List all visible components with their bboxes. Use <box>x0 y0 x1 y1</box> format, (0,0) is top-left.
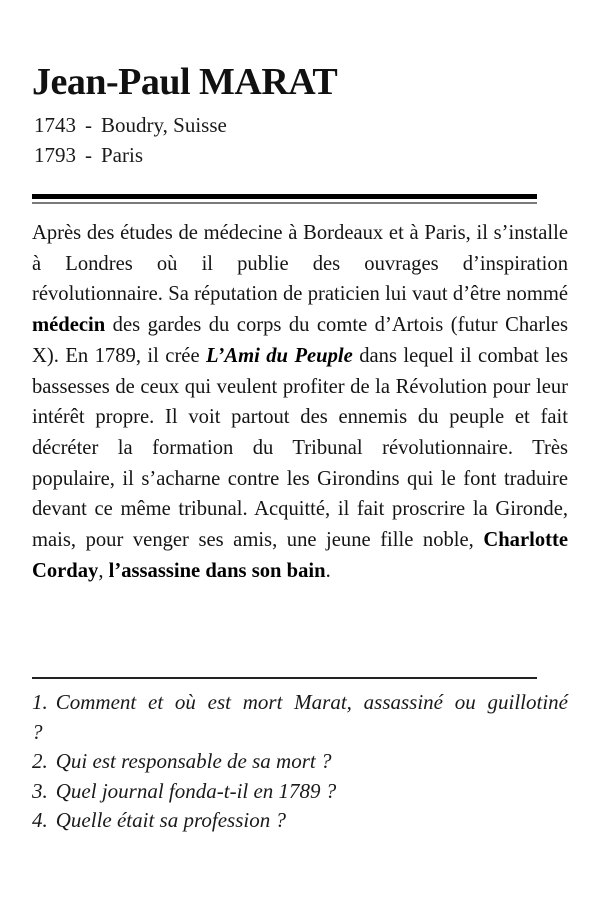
question-text: Quel journal fonda-t-il en 1789 ? <box>55 778 337 803</box>
bio-journal-title: L’Ami du Peuple <box>206 344 353 367</box>
bio-emphasis-assassin: Charlotte Corday <box>32 529 568 582</box>
question-number: 1. <box>32 690 48 714</box>
question-list <box>32 688 568 836</box>
question-item <box>32 688 568 747</box>
question-number: 4. <box>32 808 48 832</box>
questions-divider <box>32 677 537 679</box>
death-line <box>34 140 227 170</box>
question-text: Quelle était sa profession ? <box>55 808 286 832</box>
question-item <box>32 777 568 807</box>
question-number: 3. <box>32 778 48 803</box>
death-separator: - <box>85 143 92 167</box>
birth-year: 1743 <box>34 113 76 137</box>
bio-text: des gardes du corps du comte d’Artois (futur Charles X). En 1789, il crée <box>32 314 568 367</box>
death-year: 1793 <box>34 143 76 167</box>
question-text: Qui est responsable de sa mort ? <box>55 749 332 773</box>
header-divider-thick <box>32 194 537 199</box>
question-item <box>32 747 568 777</box>
bio-text: Après des études de médecine à Bordeaux et à Paris, il s’installe à Londres où il publie des ouvrages d’inspiration révolutionnaire. Sa réputation de praticien lui vaut d’être nommé <box>32 222 568 306</box>
question-item <box>32 806 568 836</box>
bio-text: . <box>325 559 331 582</box>
bio-text: dans lequel il combat les bassesses de ceux qui veulent profiter de la Révolution pour leur intérêt propre. Il voit partout des ennemis du peuple et fait décréter la formation du Tribunal révolutionnaire. Très populaire, il s’acharne contre les Girondins qui le font traduire devant ce même tribunal. Acquitté, il fait proscrire la Gironde, mais, pour venger ses amis, une jeune fille noble, <box>32 344 568 552</box>
birth-line <box>34 110 227 140</box>
death-place: Paris <box>101 143 143 167</box>
question-text: Comment et où est mort Marat, assassiné ou guillotiné ? <box>32 690 568 744</box>
life-dates <box>34 110 227 170</box>
birth-separator: - <box>85 113 92 137</box>
question-number: 2. <box>32 749 48 773</box>
bio-text: , <box>98 559 109 582</box>
birth-place: Boudry, Suisse <box>101 113 227 137</box>
bio-emphasis-profession: médecin <box>32 314 106 337</box>
page-title: Jean-Paul MARAT <box>32 61 338 103</box>
biography-paragraph <box>32 218 568 586</box>
header-divider-thin <box>32 202 537 204</box>
bio-emphasis-death: l’assassine dans son bain <box>108 559 326 582</box>
